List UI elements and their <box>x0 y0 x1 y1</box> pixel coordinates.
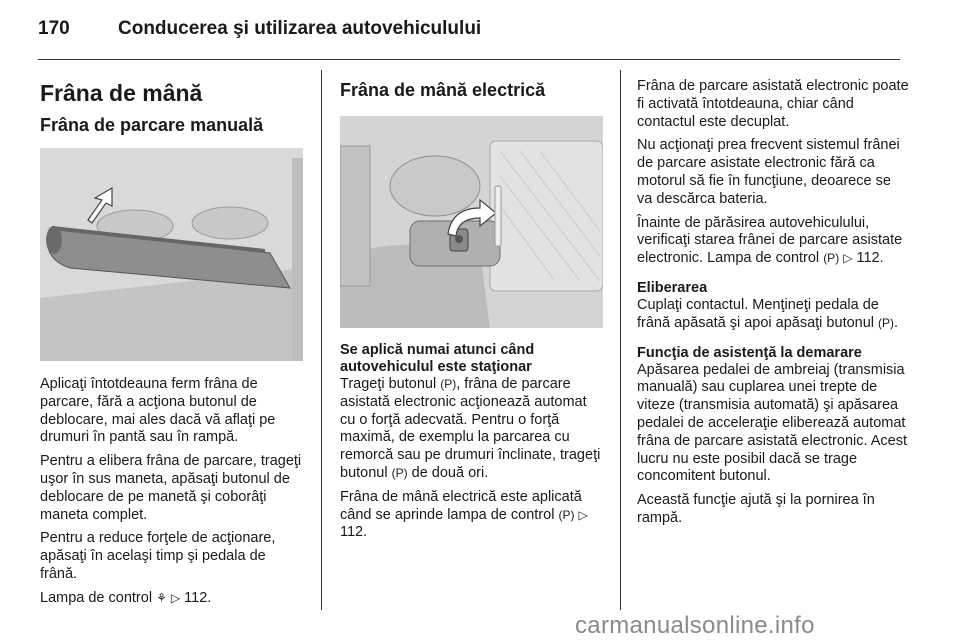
brake-button-icon: (P) <box>878 315 895 330</box>
chapter-title: Conducerea şi utilizarea autovehiculului <box>118 18 482 39</box>
paragraph-text: . <box>894 314 899 331</box>
release-heading: Eliberarea <box>637 279 708 296</box>
watermark: carmanualsonline.info <box>575 612 815 639</box>
column-divider <box>620 70 621 610</box>
page-ref-arrow-icon: ▷ <box>170 590 181 605</box>
column-left <box>40 70 306 614</box>
paragraph-text: Cuplaţi contactul. Menţineţi pedala de frână apăsată şi apoi apăsaţi butonul <box>637 296 879 331</box>
paragraph: Aplicaţi întotdeauna ferm frâna de parcare, fără a acţiona butonul de deblocare, mai ales dacă vă aflaţi pe drumuri în pantă sau în rampă. <box>40 376 276 446</box>
column-middle <box>340 70 604 548</box>
paragraph-text: Lampa de control <box>40 589 153 606</box>
paragraph-text: de două ori. <box>411 464 489 481</box>
paragraph <box>637 297 909 333</box>
section-heading: Frâna de mână <box>40 80 203 106</box>
note-heading: Se aplică numai atunci când autovehiculul este staţionar <box>340 342 535 375</box>
section-heading: Frâna de mână electrică <box>340 80 546 100</box>
paragraph: Apăsarea pedalei de ambreiaj (transmisia manuală) sau cuplarea unei trepte de viteze (transmisia automată) şi apăsarea pedalei de acceleraţie eliberează automat frâna de parcare asistată electronic. Acest lucru nu este posibil dacă se trage concomitent butonul. <box>637 361 908 485</box>
assist-heading: Funcţia de asistenţă la demarare <box>637 344 862 361</box>
page-ref: 112. <box>856 250 884 267</box>
paragraph: Pentru a elibera frâna de parcare, trageţi uşor în sus maneta, apăsaţi butonul de deblocare de pe manetă şi coborâţi maneta complet. <box>40 453 302 523</box>
paragraph <box>340 376 604 483</box>
brake-lamp-icon: (P) <box>823 251 840 266</box>
page-ref-arrow-icon: ▷ <box>578 507 588 522</box>
subsection-heading: Frâna de parcare manuală <box>40 115 264 135</box>
page-ref-arrow-icon: ▷ <box>843 251 853 266</box>
header-rule <box>38 59 900 60</box>
page-ref: 112. <box>340 524 368 541</box>
paragraph <box>340 489 604 542</box>
column-divider <box>321 70 322 610</box>
paragraph <box>637 215 909 268</box>
paragraph <box>40 590 306 608</box>
paragraph-text: Frâna de mână electrică este aplicată când se aprinde lampa de control <box>340 488 582 523</box>
paragraph-text: Trageţi butonul <box>340 376 437 392</box>
paragraph: Pentru a reduce forţele de acţionare, apăsaţi în acelaşi timp şi pedala de frână. <box>40 530 276 582</box>
brake-button-icon: (P) <box>440 377 457 391</box>
electric-handbrake-illustration <box>340 116 603 328</box>
brake-button-icon: (P) <box>391 465 408 480</box>
paragraph: Nu acţionaţi prea frecvent sistemul frânei de parcare asistate electronic fără ca motorul să fie în funcţiune, deoarece se va descărca bateria. <box>637 137 900 207</box>
brake-lamp-icon: (P) <box>558 507 575 522</box>
paragraph-text: Înainte de părăsirea autovehiculului, verificaţi starea frânei de parcare asistate electronic. Lampa de control <box>637 214 903 267</box>
column-right <box>637 70 909 534</box>
paragraph: Frâna de parcare asistată electronic poate fi activată întotdeauna, chiar când contactul este decuplat. <box>637 78 909 130</box>
page-number: 170 <box>38 18 70 39</box>
paragraph-text: , frâna de parcare asistată electronic acţionează automat cu o forţă adecvată. Pentru o forţă maximă, de exemplu la parcarea cu remorcă sau pe drumuri înclinate, trageţi butonul <box>340 376 601 481</box>
parking-lamp-icon: ⚘ <box>156 590 167 605</box>
manual-handbrake-illustration <box>40 148 303 361</box>
paragraph: Această funcţie ajută şi la pornirea în rampă. <box>637 492 875 526</box>
page-ref: 112. <box>184 589 212 606</box>
page-header <box>38 18 908 58</box>
